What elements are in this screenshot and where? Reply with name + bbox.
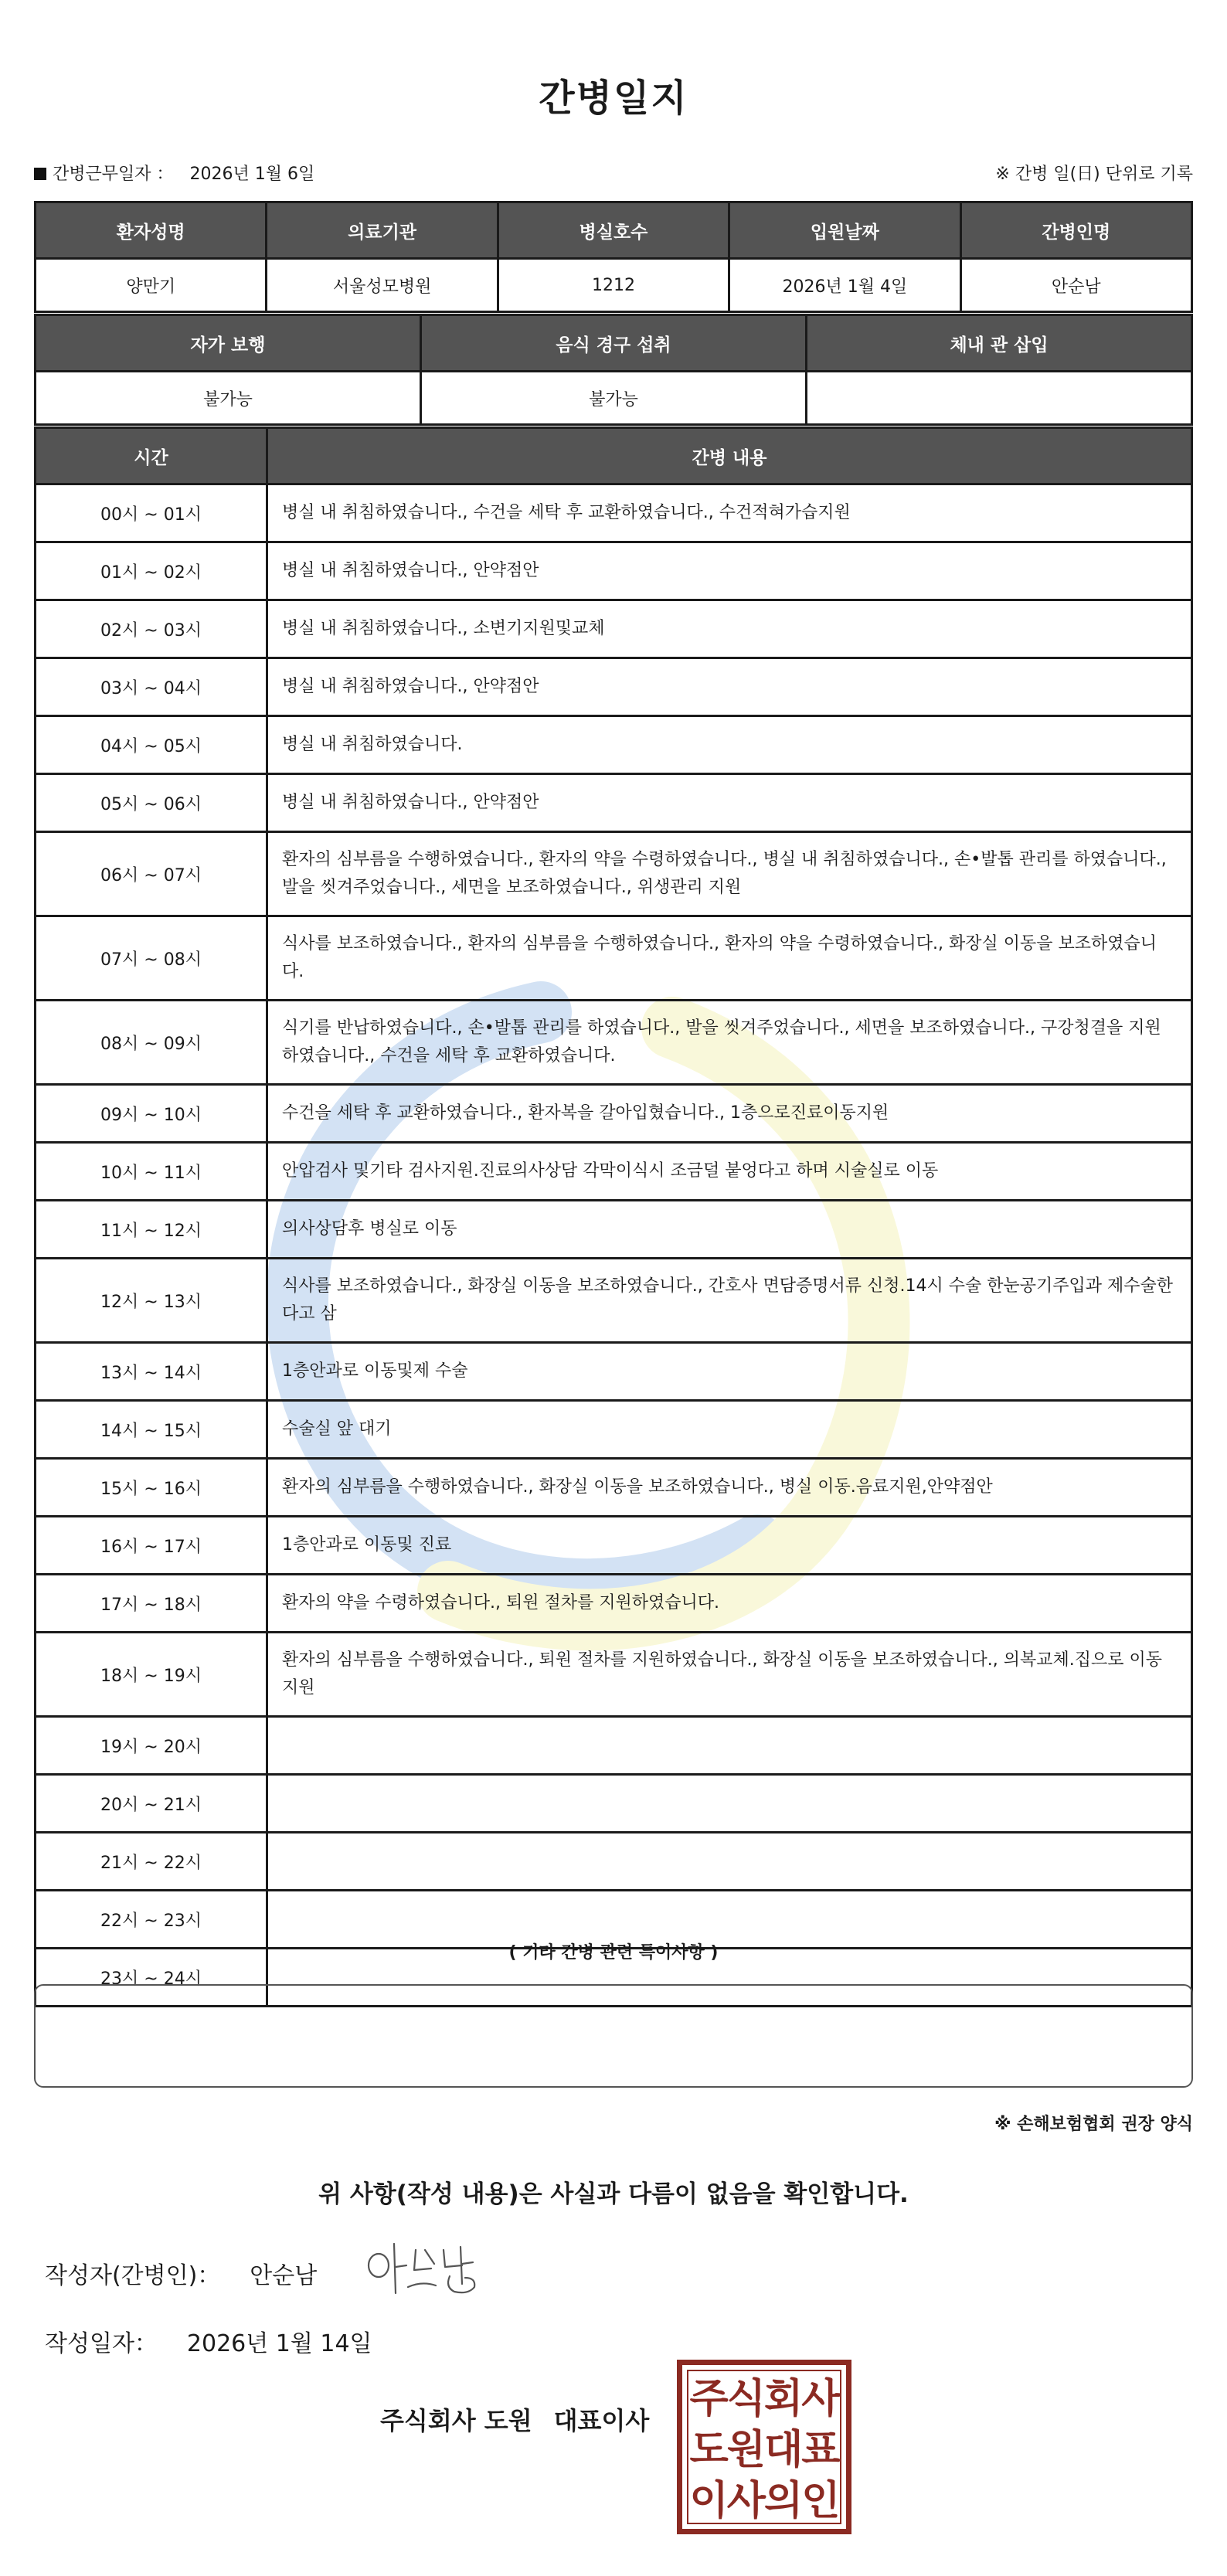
room-number: 1212 [498, 259, 729, 312]
log-row [36, 1001, 1192, 1085]
company-line [380, 2401, 649, 2437]
header-self-walking: 자가 보행 [36, 315, 421, 372]
log-row [36, 1633, 1192, 1717]
log-row [36, 1517, 1192, 1575]
log-time-cell: 21시 ~ 22시 [36, 1833, 267, 1891]
square-bullet-icon [34, 168, 46, 180]
care-log-table [34, 427, 1193, 2007]
header-time: 시간 [36, 428, 267, 484]
log-time-cell: 09시 ~ 10시 [36, 1085, 267, 1143]
log-content-cell: 병실 내 취침하였습니다., 안약점안 [267, 774, 1192, 832]
log-time-cell: 13시 ~ 14시 [36, 1343, 267, 1401]
log-row [36, 1459, 1192, 1517]
header-tube-insertion: 체내 관 삽입 [807, 315, 1192, 372]
log-time-cell: 17시 ~ 18시 [36, 1575, 267, 1633]
log-content-cell: 환자의 심부름을 수행하였습니다., 퇴원 절차를 지원하였습니다., 화장실 이동을 보조하였습니다., 의복교체.집으로 이동지원 [267, 1633, 1192, 1717]
log-row [36, 658, 1192, 716]
log-content-cell: 병실 내 취침하였습니다., 안약점안 [267, 658, 1192, 716]
header-hospital: 의료기관 [267, 202, 498, 259]
work-date-value: 2026년 1월 6일 [189, 165, 315, 184]
log-content-cell: 병실 내 취침하였습니다., 수건을 세탁 후 교환하였습니다., 수건적혀가습지원 [267, 484, 1192, 542]
log-row [36, 600, 1192, 658]
seal-line-3: 이사의인 [689, 2478, 839, 2524]
log-content-cell: 안압검사 및기타 검사지원.진료의사상담 각막이식시 조금덜 붙엉다고 하며 시술실로 이동 [267, 1143, 1192, 1201]
log-time-cell: 10시 ~ 11시 [36, 1143, 267, 1201]
log-time-cell: 18시 ~ 19시 [36, 1633, 267, 1717]
log-row [36, 1143, 1192, 1201]
log-content-cell: 식사를 보조하였습니다., 화장실 이동을 보조하였습니다., 간호사 면담증명서류 신청.14시 수술 한눈공기주입과 제수술한다고 삼 [267, 1259, 1192, 1343]
representative-title: 대표이사 [553, 2406, 650, 2435]
log-row [36, 1401, 1192, 1459]
log-row [36, 1343, 1192, 1401]
log-time-cell: 15시 ~ 16시 [36, 1459, 267, 1517]
log-content-cell: 환자의 심부름을 수행하였습니다., 화장실 이동을 보조하였습니다., 병실 이동.음료지원,안약점안 [267, 1459, 1192, 1517]
log-time-cell: 16시 ~ 17시 [36, 1517, 267, 1575]
log-time-cell: 12시 ~ 13시 [36, 1259, 267, 1343]
log-content-cell: 수건을 세탁 후 교환하였습니다., 환자복을 갈아입혔습니다., 1층으로진료이동지원 [267, 1085, 1192, 1143]
log-row [36, 1085, 1192, 1143]
header-care-content: 간병 내용 [267, 428, 1192, 484]
header-room: 병실호수 [498, 202, 729, 259]
admission-date: 2026년 1월 4일 [729, 259, 960, 312]
log-time-cell: 14시 ~ 15시 [36, 1401, 267, 1459]
log-content-cell: 의사상담후 병실로 이동 [267, 1201, 1192, 1259]
log-content-cell: 수술실 앞 대기 [267, 1401, 1192, 1459]
log-content-cell: 1층안과로 이동및 진료 [267, 1517, 1192, 1575]
writer-name: 안순남 [250, 2262, 318, 2289]
header-oral-intake: 음식 경구 섭취 [421, 315, 807, 372]
unit-note: ※ 간병 일(日) 단위로 기록 [995, 165, 1193, 184]
page-title: 간병일지 [539, 76, 688, 120]
log-row [36, 716, 1192, 774]
handwritten-signature [360, 2233, 499, 2302]
company-seal [677, 2360, 851, 2534]
log-content-cell: 식기를 반납하였습니다., 손•발톱 관리를 하였습니다., 발을 씻겨주었습니다., 세면을 보조하였습니다., 구강청결을 지원하였습니다., 수건을 세탁 후 교환하였습니다. [267, 1001, 1192, 1085]
work-date [34, 161, 314, 185]
log-time-cell: 23시 ~ 24시 [36, 1949, 267, 2007]
patient-info-table [34, 201, 1193, 313]
log-row [36, 1775, 1192, 1833]
log-time-cell: 11시 ~ 12시 [36, 1201, 267, 1259]
work-date-label: 간병근무일자 ： [53, 165, 174, 184]
log-time-cell: 22시 ~ 23시 [36, 1891, 267, 1949]
log-row [36, 774, 1192, 832]
log-row [36, 484, 1192, 542]
write-date-line [45, 2324, 372, 2358]
log-time-cell: 05시 ~ 06시 [36, 774, 267, 832]
form-note: ※ 손해보험협회 권장 양식 [994, 2115, 1193, 2134]
hospital-name: 서울성모병원 [267, 259, 498, 312]
oral-intake-value: 불가능 [421, 372, 807, 425]
log-time-cell: 03시 ~ 04시 [36, 658, 267, 716]
patient-status-table [34, 314, 1193, 426]
log-content-cell [267, 1775, 1192, 1833]
log-row [36, 832, 1192, 916]
log-row [36, 1575, 1192, 1633]
log-content-cell: 식사를 보조하였습니다., 환자의 심부름을 수행하였습니다., 환자의 약을 수령하였습니다., 화장실 이동을 보조하였습니다. [267, 916, 1192, 1001]
seal-line-1: 주식회사 [689, 2376, 839, 2422]
writer-label: 작성자(간병인)： [45, 2262, 221, 2289]
log-time-cell: 00시 ~ 01시 [36, 484, 267, 542]
notes-box [34, 1984, 1193, 2088]
write-date-value: 2026년 1월 14일 [186, 2330, 372, 2357]
log-time-cell: 01시 ~ 02시 [36, 542, 267, 600]
log-content-cell: 병실 내 취침하였습니다., 안약점안 [267, 542, 1192, 600]
log-content-cell: 병실 내 취침하였습니다., 소변기지원및교체 [267, 600, 1192, 658]
log-time-cell: 06시 ~ 07시 [36, 832, 267, 916]
confirmation-text: 위 사항(작성 내용)은 사실과 다름이 없음을 확인합니다. [318, 2180, 909, 2208]
log-row [36, 1833, 1192, 1891]
log-row [36, 542, 1192, 600]
log-time-cell: 04시 ~ 05시 [36, 716, 267, 774]
notes-title: ( 기타 간병 관련 특이사항 ) [508, 1943, 719, 1963]
log-row [36, 1201, 1192, 1259]
tube-insertion-value [807, 372, 1192, 425]
header-patient-name: 환자성명 [36, 202, 267, 259]
write-date-label: 작성일자： [45, 2330, 158, 2357]
log-time-cell: 07시 ~ 08시 [36, 916, 267, 1001]
patient-name: 양만기 [36, 259, 267, 312]
writer-line [45, 2256, 317, 2290]
log-content-cell: 병실 내 취침하였습니다. [267, 716, 1192, 774]
header-admission-date: 입원날짜 [729, 202, 960, 259]
log-content-cell [267, 1833, 1192, 1891]
log-time-cell: 02시 ~ 03시 [36, 600, 267, 658]
log-content-cell: 1층안과로 이동및제 수술 [267, 1343, 1192, 1401]
log-row [36, 1717, 1192, 1775]
self-walking-value: 불가능 [36, 372, 421, 425]
log-content-cell: 환자의 심부름을 수행하였습니다., 환자의 약을 수령하였습니다., 병실 내 취침하였습니다., 손•발톱 관리를 하였습니다., 발을 씻겨주었습니다., 세면을 보조하였습니다., 위생관리 지원 [267, 832, 1192, 916]
log-row [36, 1259, 1192, 1343]
log-time-cell: 08시 ~ 09시 [36, 1001, 267, 1085]
caregiver-name: 안순남 [960, 259, 1191, 312]
log-time-cell: 20시 ~ 21시 [36, 1775, 267, 1833]
header-caregiver-name: 간병인명 [960, 202, 1191, 259]
seal-line-2: 도원대표 [689, 2427, 839, 2473]
log-content-cell [267, 1717, 1192, 1775]
log-content-cell: 환자의 약을 수령하였습니다., 퇴원 절차를 지원하였습니다. [267, 1575, 1192, 1633]
log-row [36, 916, 1192, 1001]
log-time-cell: 19시 ~ 20시 [36, 1717, 267, 1775]
company-name: 주식회사 도원 [380, 2406, 532, 2435]
